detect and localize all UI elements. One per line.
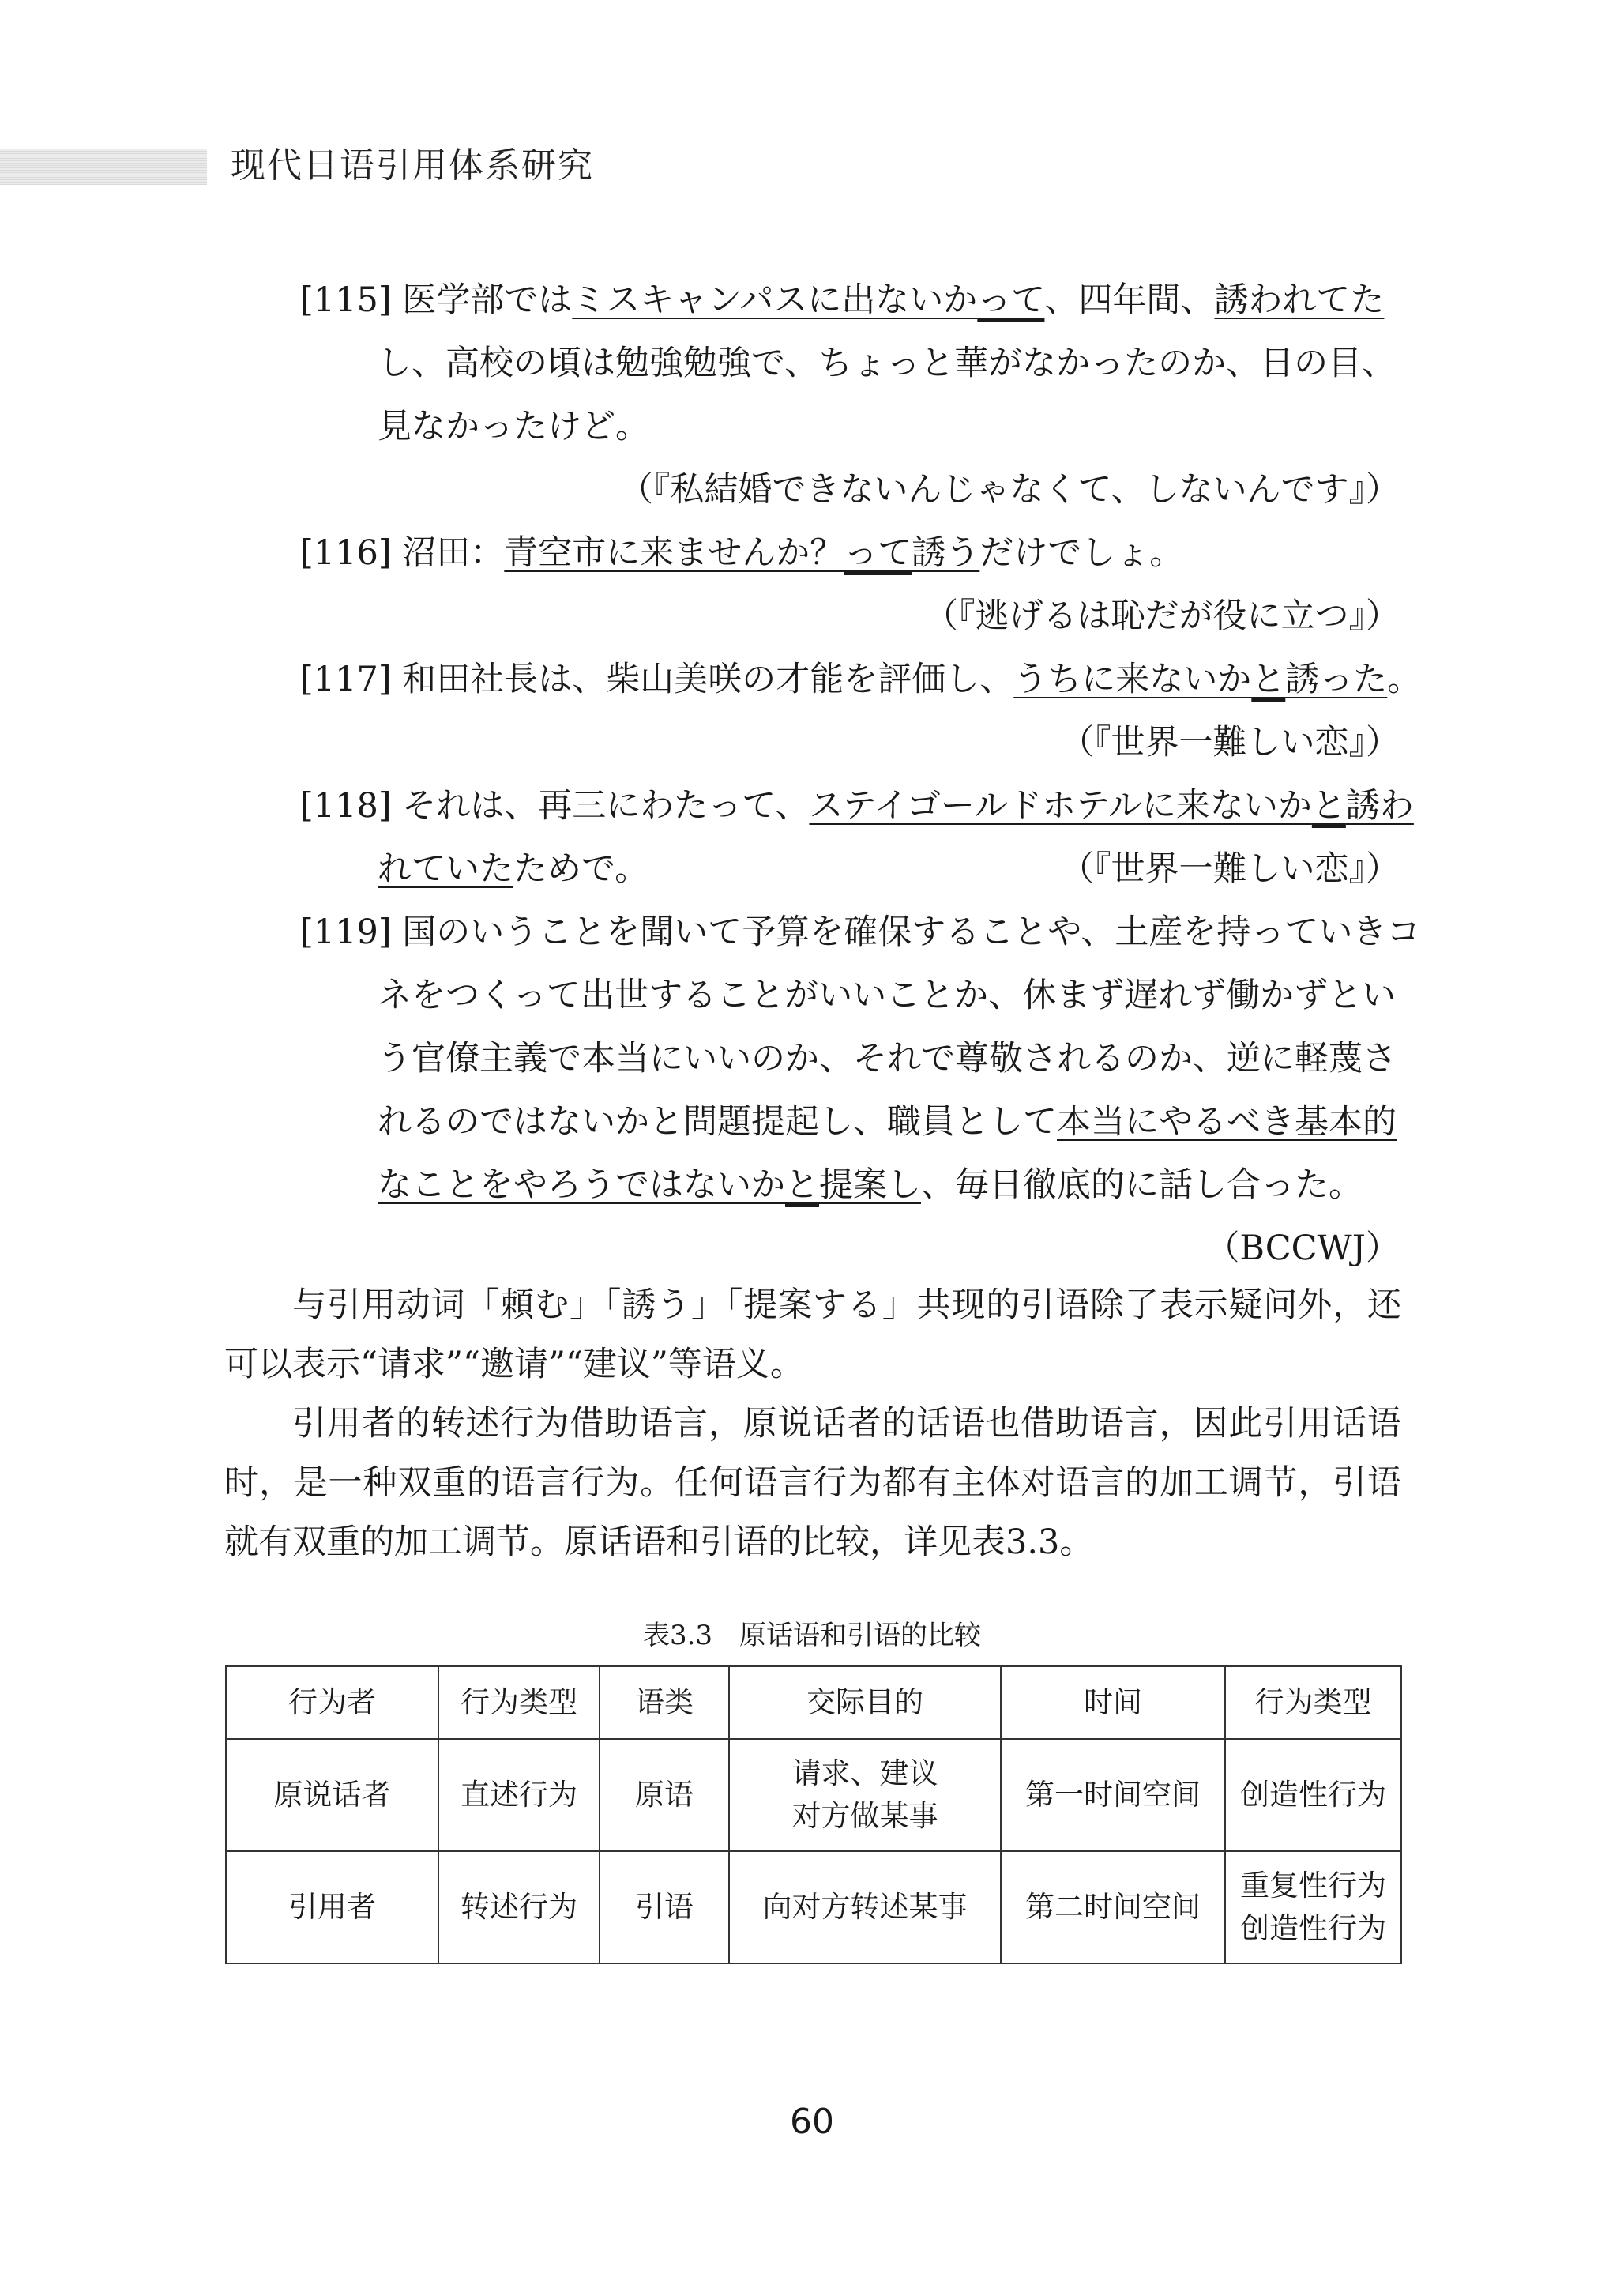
table-cell: 请求、建议 对方做某事 [729, 1739, 1001, 1851]
quoted-phrase-underline: うちに来ないか [1013, 660, 1252, 699]
quote-marker-emphasis: と [1311, 786, 1346, 826]
quoted-phrase-underline: 提案し [819, 1165, 921, 1205]
example-text: 見なかったけど。 [378, 407, 649, 446]
example-source: （『私結婚できないんじゃなくて、しないんです』） [618, 470, 1400, 510]
example-text: 、四年間、 [1044, 280, 1215, 320]
quoted-phrase-underline: ミスキャンパスに出ないか [572, 280, 978, 320]
example-source: （『世界一難しい恋』） [1060, 849, 1400, 889]
header-cell: 行为者 [226, 1666, 438, 1739]
example-text: [118] それは、再三にわたって、 [300, 786, 810, 826]
quoted-phrase-underline: ステイゴールドホテルに来ないか [809, 786, 1312, 826]
quoted-phrase-underline: 誘われてた [1214, 280, 1385, 320]
table-cell: 创造性行为 [1225, 1739, 1401, 1851]
paragraph-2: 引用者的转述行为借助语言，原说话者的话语也借助语言，因此引用话语时，是一种双重的语言行为。任何语言行为都有主体对语言的加工调节，引语就有双重的加工调节。原话语和引语的比较，详见表3.3。 [224, 1404, 1401, 1562]
quote-marker-emphasis: と [785, 1165, 819, 1205]
example-line-continuation [378, 403, 649, 450]
example-line-continuation [378, 1035, 1397, 1082]
example-text: ネをつくって出世することがいいことか、休まず遅れず働かずとい [378, 976, 1397, 1015]
quoted-phrase-underline: 誘う [912, 533, 980, 573]
example-line-continuation [378, 845, 648, 893]
example-text: [117] 和田社長は、柴山美咲の才能を評価し、 [300, 660, 1014, 699]
running-header-title: 现代日语引用体系研究 [231, 145, 594, 186]
table-cell: 第二时间空间 [1001, 1851, 1225, 1963]
page-number: 60 [790, 2102, 834, 2142]
table-cell: 转述行为 [438, 1851, 600, 1963]
comparison-table [225, 1665, 1402, 1964]
table-row [226, 1851, 1401, 1963]
quoted-phrase-underline: 青空市に来ませんか？ [504, 533, 844, 573]
example-line-first [300, 656, 1421, 703]
example-text: ためで。 [513, 849, 649, 889]
quote-marker-emphasis: と [1251, 660, 1286, 699]
quote-marker-emphasis: って [844, 533, 912, 573]
table-cell: 直述行为 [438, 1739, 600, 1851]
header-cell: 行为类型 [1225, 1666, 1401, 1739]
paragraph-1: 与引用动词「頼む」「誘う」「提案する」共现的引语除了表示疑问外，还可以表示“请求”“邀请”“建议”等语义。 [224, 1285, 1401, 1384]
table-caption: 表3.3 原话语和引语的比较 [642, 1620, 982, 1651]
quoted-phrase-underline: れていた [378, 849, 513, 889]
example-source: （BCCWJ） [1205, 1229, 1400, 1268]
quoted-phrase-underline: 誘わ [1345, 786, 1414, 826]
table-cell: 向对方转述某事 [729, 1851, 1001, 1963]
example-line-continuation [378, 1098, 1397, 1146]
quoted-phrase-underline: 本当にやるべき基本的 [1057, 1102, 1397, 1142]
table-row [226, 1739, 1401, 1851]
quoted-phrase-underline: なことをやろうではないか [378, 1165, 785, 1205]
header-cell: 行为类型 [438, 1666, 600, 1739]
example-text: 、毎日徹底的に話し合った。 [921, 1165, 1363, 1205]
example-line-first [300, 782, 1414, 830]
quote-marker-emphasis: って [977, 280, 1045, 320]
table-cell: 原说话者 [226, 1739, 438, 1851]
quoted-phrase-underline: 誘った [1285, 660, 1388, 699]
example-text: [115] 医学部では [300, 280, 573, 320]
example-text: れるのではないかと問題提起し、職員として [378, 1102, 1057, 1142]
example-line-continuation [378, 972, 1396, 1019]
table-cell: 第一时间空间 [1001, 1739, 1225, 1851]
example-text: [119] 国のいうことを聞いて予算を確保することや、土産を持っていきコ [300, 913, 1421, 952]
example-text: [116] 沼田： [300, 533, 505, 573]
table-cell: 重复性行为 创造性行为 [1225, 1851, 1401, 1963]
example-line-first [300, 909, 1420, 956]
body-text [224, 1276, 1401, 1572]
table-header-row [226, 1666, 1401, 1739]
example-text: 。 [1387, 660, 1422, 699]
example-text: だけでしょ。 [979, 533, 1184, 573]
example-line-continuation [378, 340, 1396, 387]
header-cell: 语类 [600, 1666, 729, 1739]
example-text: し、高校の頃は勉強勉強で、ちょっと華がなかったのか、日の目、 [378, 344, 1397, 383]
table-cell: 原语 [600, 1739, 729, 1851]
table-cell: 引用者 [226, 1851, 438, 1963]
example-line-first [300, 277, 1384, 324]
example-source: （『逃げるは恥だが役に立つ』） [924, 597, 1400, 636]
example-line-first [300, 529, 1183, 577]
header-decoration-bar [0, 149, 207, 185]
example-text: う官僚主義で本当にいいのか、それで尊敬されるのか、逆に軽蔑さ [378, 1039, 1397, 1078]
header-cell: 交际目的 [729, 1666, 1001, 1739]
example-source: （『世界一難しい恋』） [1060, 723, 1400, 762]
table-cell: 引语 [600, 1851, 729, 1963]
header-cell: 时间 [1001, 1666, 1225, 1739]
example-line-continuation [378, 1161, 1363, 1209]
